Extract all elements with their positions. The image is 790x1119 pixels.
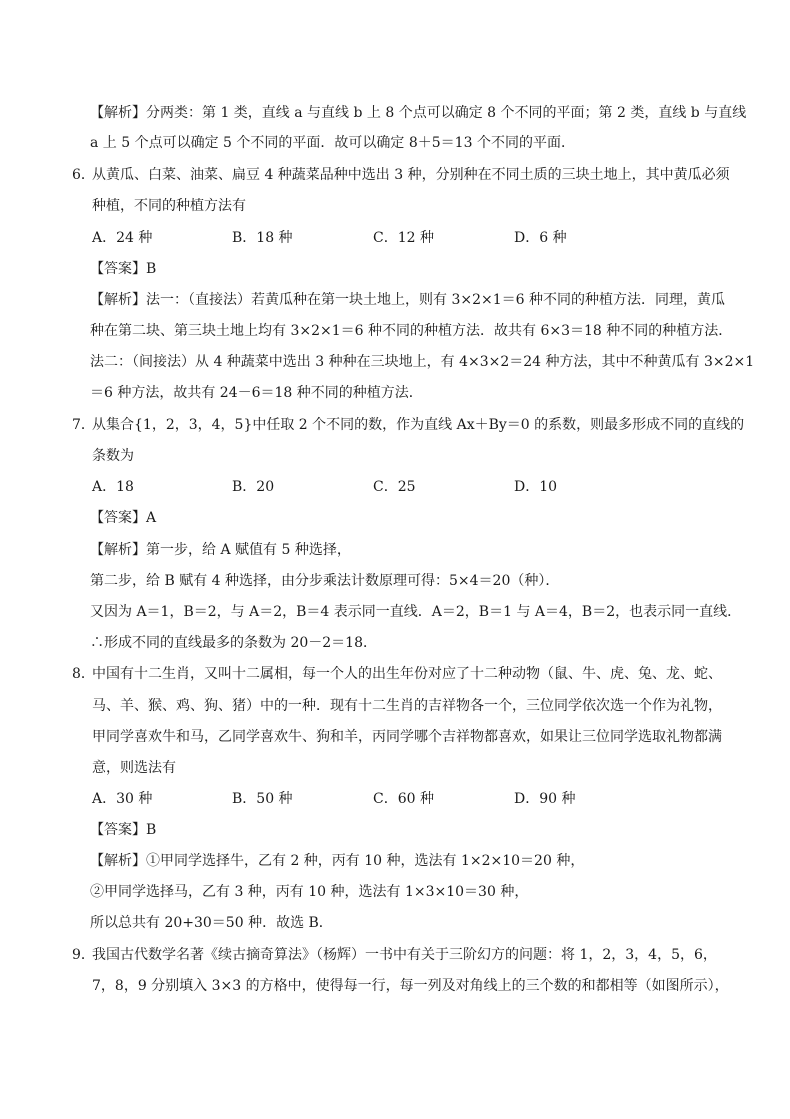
- q6-option-c: C．12 种: [373, 230, 434, 246]
- q8-analysis-line-2: ②甲同学选择马，乙有 3 种，丙有 10 种，选法有 1×3×10＝30 种，: [90, 884, 529, 900]
- q7-analysis-line-4: ∴形成不同的直线最多的条数为 20－2＝18．: [90, 635, 377, 651]
- q7-analysis-line-3: 又因为 A＝1，B＝2，与 A＝2，B＝4 表示同一直线．A＝2，B＝1 与 A＝4，B＝2，也表示同一直线．: [90, 604, 742, 620]
- prev-analysis-line-2: a 上 5 个点可以确定 5 个不同的平面．故可以确定 8＋5＝13 个不同的平面．: [90, 135, 575, 151]
- q8-option-b: B．50 种: [232, 791, 293, 807]
- q7-number: 7．: [72, 417, 95, 433]
- q8-stem-line-4: 意，则选法有: [92, 760, 176, 776]
- q8-stem-line-2: 马、羊、猴、鸡、狗、猪）中的一种．现有十二生肖的吉祥物各一个，三位同学依次选一个作为礼物，: [92, 698, 722, 714]
- q8-answer: 【答案】B: [90, 822, 157, 838]
- q8-option-a: A．30 种: [92, 791, 153, 807]
- q6-analysis-line-3: 法二：（间接法）从 4 种蔬菜中选出 3 种种在三块地上，有 4×3×2＝24 种方法，其中不种黄瓜有 3×2×1: [90, 354, 755, 370]
- q6-option-b: B．18 种: [232, 230, 293, 246]
- q9-stem-line-1: 我国古代数学名著《续古摘奇算法》（杨辉）一书中有关于三阶幻方的问题：将 1，2，3，4，5，6，: [92, 947, 717, 963]
- q7-stem-line-2: 条数为: [92, 448, 134, 464]
- q8-analysis-line-3: 所以总共有 20+30＝50 种．故选 B．: [90, 915, 333, 931]
- q8-option-d: D．90 种: [514, 791, 576, 807]
- q7-option-d: D．10: [514, 479, 558, 495]
- q7-answer: 【答案】A: [90, 510, 157, 526]
- q8-stem-line-1: 中国有十二生肖，又叫十二属相，每一个人的出生年份对应了十二种动物（鼠、牛、虎、兔、龙、蛇、: [92, 666, 722, 682]
- q7-stem-line-1: 从集合{1，2，3，4，5}中任取 2 个不同的数，作为直线 Ax＋By＝0 的系数，则最多形成不同的直线的: [92, 417, 745, 433]
- q9-number: 9．: [72, 947, 95, 963]
- q6-analysis-line-1: 【解析】法一：（直接法）若黄瓜种在第一块土地上，则有 3×2×1＝6 种不同的种植方法．同理，黄瓜: [90, 292, 725, 308]
- q6-analysis-line-2: 种在第二块、第三块土地上均有 3×2×1＝6 种不同的种植方法．故共有 6×3＝18 种不同的种植方法．: [90, 323, 733, 339]
- q8-stem-line-3: 甲同学喜欢牛和马，乙同学喜欢牛、狗和羊，丙同学哪个吉祥物都喜欢，如果让三位同学选取礼物都满: [92, 729, 722, 745]
- q8-number: 8．: [72, 666, 95, 682]
- q8-analysis-line-1: 【解析】①甲同学选择牛，乙有 2 种，丙有 10 种，选法有 1×2×10＝20 种，: [90, 853, 585, 869]
- q6-stem-line-2: 种植，不同的种植方法有: [92, 198, 246, 214]
- q6-option-d: D．6 种: [514, 230, 567, 246]
- q7-option-b: B．20: [232, 479, 275, 495]
- q6-answer: 【答案】B: [90, 261, 157, 277]
- q6-analysis-line-4: ＝6 种方法，故共有 24－6＝18 种不同的种植方法．: [90, 385, 423, 401]
- q6-number: 6．: [72, 167, 95, 183]
- q7-analysis-line-2: 第二步，给 B 赋有 4 种选择，由分步乘法计数原理可得：5×4＝20（种）．: [90, 573, 560, 589]
- q6-stem-line-1: 从黄瓜、白菜、油菜、扁豆 4 种蔬菜品种中选出 3 种，分别种在不同土质的三块土地上，其中黄瓜必须: [92, 167, 730, 183]
- q7-analysis-line-1: 【解析】第一步，给 A 赋值有 5 种选择，: [90, 542, 351, 558]
- q6-option-a: A．24 种: [92, 230, 153, 246]
- q7-option-a: A．18: [92, 479, 134, 495]
- q9-stem-line-2: 7，8，9 分别填入 3×3 的方格中，使得每一行，每一列及对角线上的三个数的和都相等（如图所示），: [92, 978, 729, 994]
- q7-option-c: C．25: [373, 479, 416, 495]
- prev-analysis-line-1: 【解析】分两类：第 1 类，直线 a 与直线 b 上 8 个点可以确定 8 个不同的平面；第 2 类，直线 b 与直线: [90, 105, 747, 121]
- q8-option-c: C．60 种: [373, 791, 434, 807]
